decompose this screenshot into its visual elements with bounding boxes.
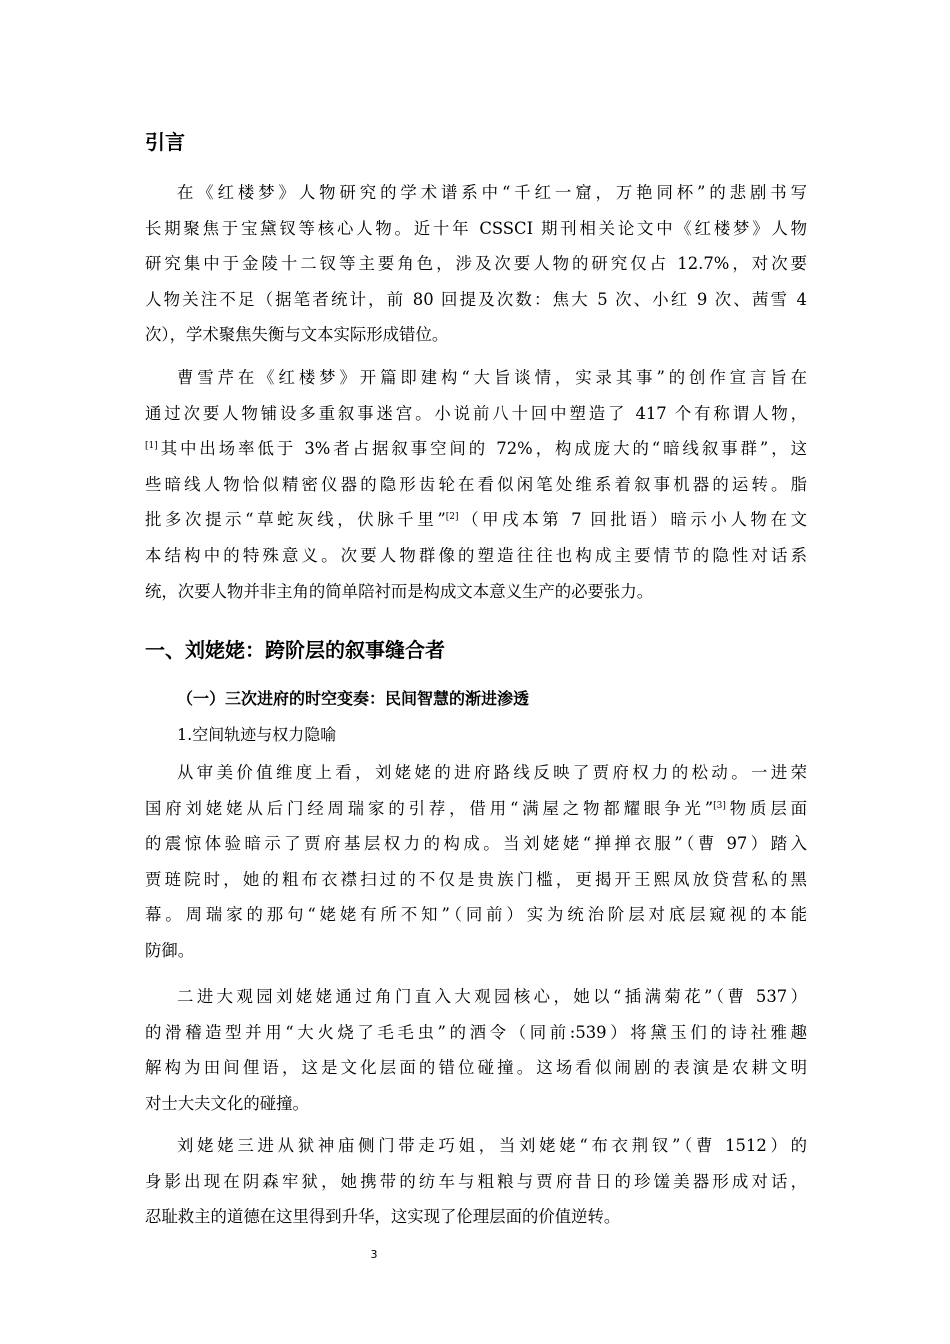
text-line: 幕。周瑞家的那句“姥姥有所不知”（同前）实为统治阶层对底层窥视的本能 [145, 905, 807, 925]
text-line: 通过次要人物铺设多重叙事迷宫。小说前八十回中塑造了 417 个有称谓人物， [145, 403, 807, 423]
text-line: 从审美价值维度上看，刘姥姥的进府路线反映了贾府权力的松动。一进荣 [177, 763, 807, 782]
text-span: （甲戌本第 7 回批语）暗示小人物在文 [458, 510, 807, 530]
section1-paragraph-2 [145, 979, 807, 1121]
text-line: 曹雪芹在《红楼梦》开篇即建构“大旨谈情，实录其事”的创作宣言旨在 [177, 368, 807, 387]
text-line: 贾琏院时，她的粗布衣襟扫过的不仅是贵族门槛，更揭开王熙凤放贷营私的黑 [145, 869, 807, 889]
text-line: 的震惊体验暗示了贾府基层权力的构成。当刘姥姥“掸掸衣服”（曹 97）踏入 [145, 834, 807, 854]
text-line: 二进大观园刘姥姥通过角门直入大观园核心，她以“插满菊花”（曹 537） [177, 987, 807, 1006]
text-line: 的滑稽造型并用“大火烧了毛毛虫”的酒令（同前:539）将黛玉们的诗社雅趣 [145, 1022, 807, 1042]
text-line: 人物关注不足（据笔者统计，前 80 回提及次数：焦大 5 次、小红 9 次、茜雪 4 [145, 289, 807, 309]
section1-paragraph-1 [145, 755, 807, 969]
heading-subsection-1: （一）三次进府的时空变奏：民间智慧的渐进渗透 [177, 689, 530, 708]
text-line: 解构为田间俚语，这是文化层面的错位碰撞。这场看似闹剧的表演是农耕文明 [145, 1058, 807, 1078]
text-line: 本结构中的特殊意义。次要人物群像的塑造往往也构成主要情节的隐性对话系 [145, 545, 807, 565]
section1-paragraph-3 [145, 1128, 807, 1235]
heading-introduction: 引言 [145, 130, 185, 154]
citation-ref-1: [1] [145, 441, 158, 452]
text-line [145, 431, 807, 467]
intro-paragraph-1 [145, 175, 807, 353]
heading-section-1: 一、刘姥姥：跨阶层的叙事缝合者 [145, 638, 445, 662]
citation-ref-3: [3] [713, 800, 726, 811]
text-line: 忍耻救主的道德在这里得到升华，这实现了伦理层面的价值逆转。 [145, 1207, 621, 1227]
page-number: 3 [370, 1248, 378, 1261]
text-span: 物质层面 [725, 798, 807, 818]
text-span: 国府刘姥姥从后门经周瑞家的引荐，借用“满屋之物都耀眼争光” [145, 798, 714, 818]
intro-paragraph-2 [145, 360, 807, 609]
text-span: 批多次提示“草蛇灰线，伏脉千里” [145, 510, 446, 530]
text-line: 在《红楼梦》人物研究的学术谱系中“千红一窟，万艳同杯”的悲剧书写 [177, 183, 807, 202]
text-line: 对士大夫文化的碰撞。 [145, 1093, 309, 1113]
text-line: 刘姥姥三进从狱神庙侧门带走巧姐，当刘姥姥“布衣荆钗”（曹 1512）的 [177, 1136, 807, 1155]
citation-ref-2: [2] [445, 512, 459, 523]
heading-item-1: 1.空间轨迹与权力隐喻 [177, 725, 337, 744]
text-line: 防御。 [145, 940, 195, 960]
text-line: 身影出现在阴森牢狱，她携带的纺车与粗粮与贾府昔日的珍馐美器形成对话， [145, 1171, 807, 1191]
text-line [145, 791, 807, 827]
text-line: 些暗线人物恰似精密仪器的隐形齿轮在看似闲笔处维系着叙事机器的运转。脂 [145, 474, 807, 494]
text-line [145, 502, 807, 538]
text-line: 研究集中于金陵十二钗等主要角色，涉及次要人物的研究仅占 12.7%，对次要 [145, 254, 807, 274]
text-line: 次），学术聚焦失衡与文本实际形成错位。 [145, 325, 449, 345]
text-line: 统，次要人物并非主角的简单陪衬而是构成文本意义生产的必要张力。 [145, 581, 654, 601]
text-span: 其中出场率低于 3%者占据叙事空间的 72%，构成庞大的“暗线叙事群”，这 [157, 439, 807, 459]
text-line: 长期聚焦于宝黛钗等核心人物。近十年 CSSCI 期刊相关论文中《红楼梦》人物 [145, 218, 807, 238]
